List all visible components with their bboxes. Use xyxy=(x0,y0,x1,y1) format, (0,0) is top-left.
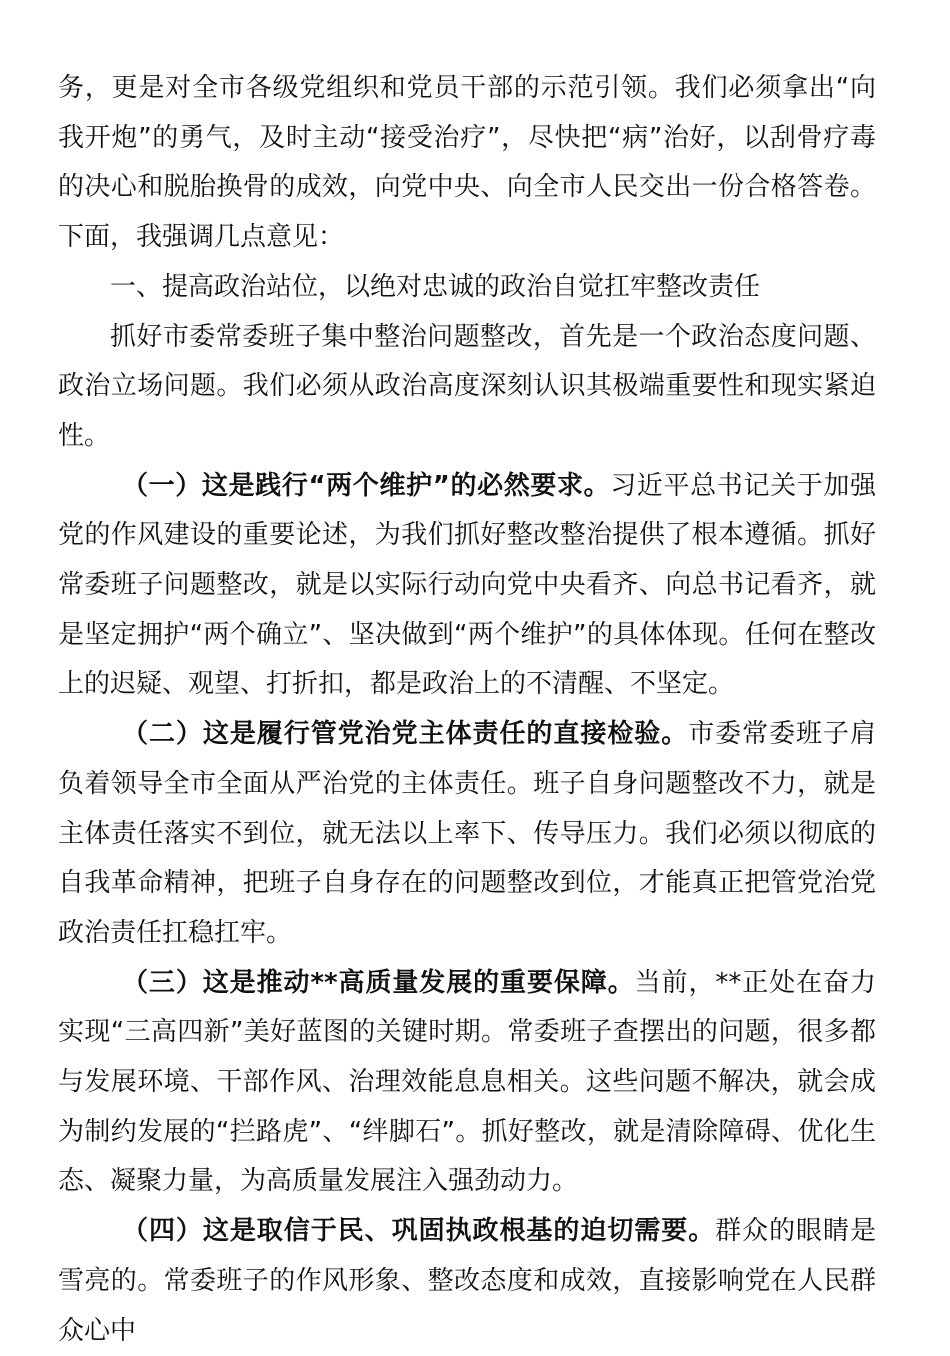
point-heading-4: （四）这是取信于民、巩固执政根基的迫切需要。 xyxy=(122,1216,716,1247)
point-body-4: 群众的眼睛是雪亮的。常委班子的作风形象、整改态度和成效，直接影响党在人民群众心中 xyxy=(58,1216,876,1346)
point-heading-1: （一）这是践行“两个维护”的必然要求。 xyxy=(122,470,611,501)
section-intro-paragraph: 抓好市委常委班子集中整治问题整改，首先是一个政治态度问题、政治立场问题。我们必须从政治高度深刻认识其极端重要性和现实紧迫性。 xyxy=(58,321,876,451)
point-paragraph-1 xyxy=(58,462,876,711)
document-page xyxy=(58,64,876,1356)
point-paragraph-2 xyxy=(58,710,876,959)
section-heading-1: 一、提高政治站位，以绝对忠诚的政治自觉扛牢整改责任 xyxy=(110,271,761,302)
point-body-3: 当前，**正处在奋力实现“三高四新”美好蓝图的关键时期。常委班子查摆出的问题，很多都与发展环境、干部作风、治理效能息息相关。这些问题不解决，就会成为制约发展的“拦路虎”、“绊脚石”。抓好整改，就是清除障碍、优化生态、凝聚力量，为高质量发展注入强劲动力。 xyxy=(58,967,876,1197)
point-paragraph-4 xyxy=(58,1207,876,1356)
point-body-1: 习近平总书记关于加强党的作风建设的重要论述，为我们抓好整改整治提供了根本遵循。抓好常委班子问题整改，就是以实际行动向党中央看齐、向总书记看齐，就是坚定拥护“两个确立”、坚决做到“两个维护”的具体体现。任何在整改上的迟疑、观望、打折扣，都是政治上的不清醒、不坚定。 xyxy=(58,470,876,700)
point-body-2: 市委常委班子肩负着领导全市全面从严治党的主体责任。班子自身问题整改不力，就是主体责任落实不到位，就无法以上率下、传导压力。我们必须以彻底的自我革命精神，把班子自身存在的问题整改到位，才能真正把管党治党政治责任扛稳扛牢。 xyxy=(58,719,876,948)
point-heading-3: （三）这是推动**高质量发展的重要保障。 xyxy=(122,967,635,998)
point-paragraph-3 xyxy=(58,959,876,1208)
continuation-paragraph: 务，更是对全市各级党组织和党员干部的示范引领。我们必须拿出“向我开炮”的勇气，及时主动“接受治疗”，尽快把“病”治好，以刮骨疗毒的决心和脱胎换骨的成效，向党中央、向全市人民交出一份合格答卷。下面，我强调几点意见： xyxy=(58,73,876,253)
point-heading-2: （二）这是履行管党治党主体责任的直接检验。 xyxy=(122,719,689,750)
